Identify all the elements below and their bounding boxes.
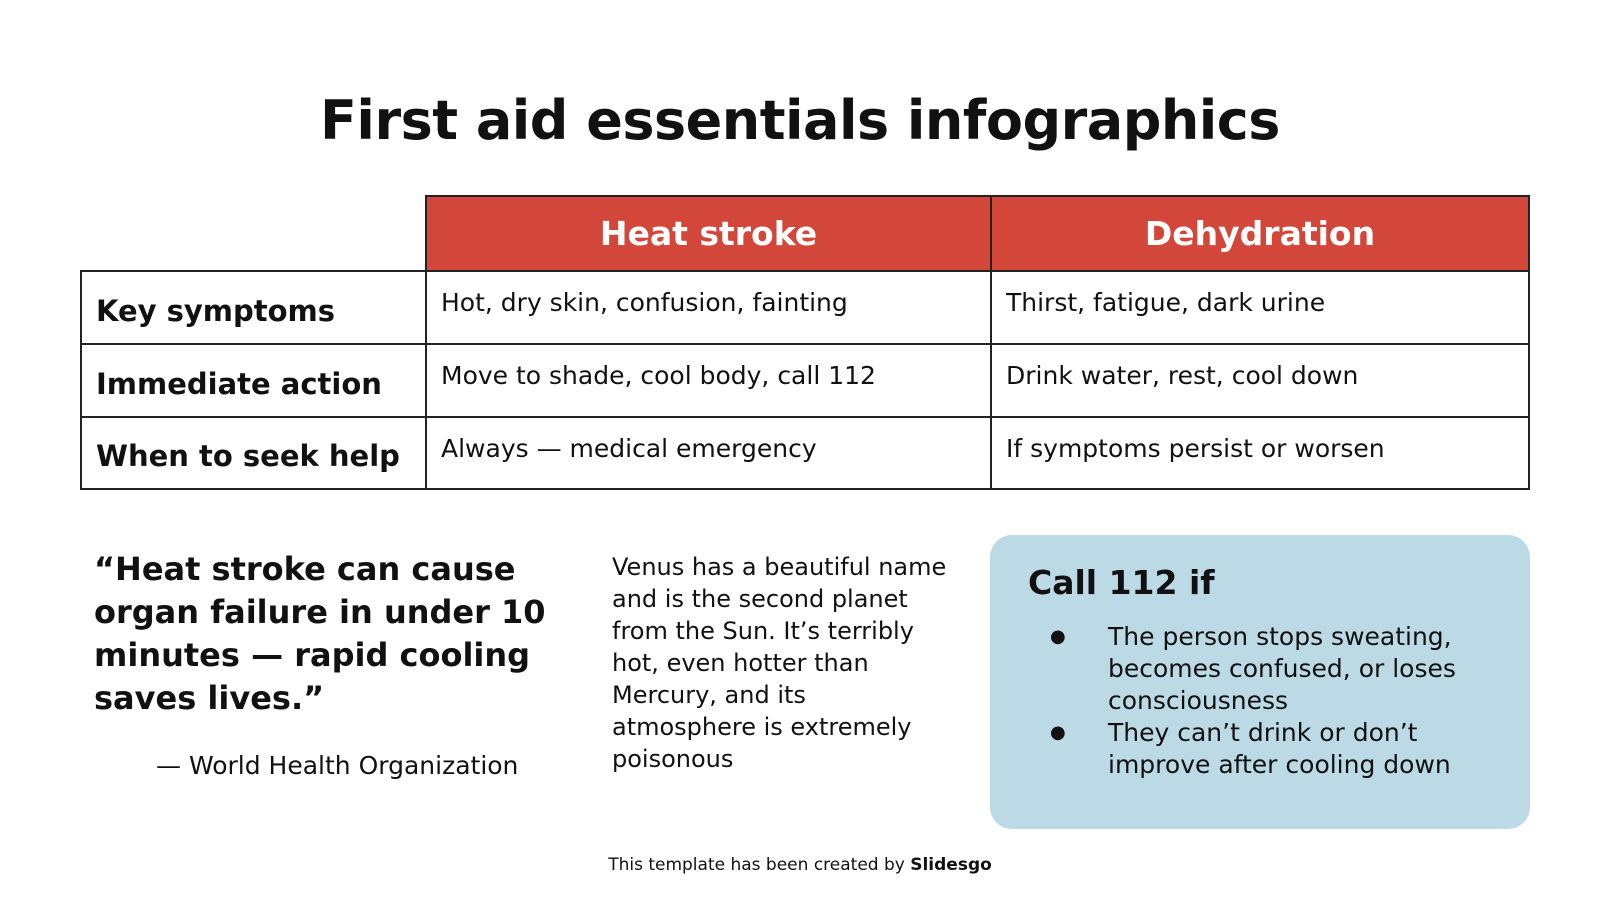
table-row-label: When to seek help (80, 416, 427, 490)
table-cell: If symptoms persist or worsen (990, 416, 1530, 490)
callout-title: Call 112 if (1028, 563, 1215, 602)
table-cell: Drink water, rest, cool down (990, 343, 1530, 418)
page-title: First aid essentials infographics (320, 89, 1280, 152)
comparison-table (80, 195, 1530, 490)
footer-prefix: This template has been created by (608, 855, 911, 875)
call-112-callout (990, 535, 1530, 829)
footer-credit (0, 855, 1600, 875)
table-cell: Thirst, fatigue, dark urine (990, 270, 1530, 345)
quote-source: — World Health Organization (156, 751, 519, 780)
table-cell: Move to shade, cool body, call 112 (425, 343, 992, 418)
callout-list (1028, 621, 1500, 781)
footer-brand: Slidesgo (910, 855, 992, 875)
table-row-label: Immediate action (80, 343, 427, 418)
list-item-text: The person stops sweating, becomes confused, or loses consciousness (1108, 622, 1456, 715)
body-text: Venus has a beautiful name and is the second planet from the Sun. It’s terribly hot, even hotter than Mercury, and its atmosphere is extremely poisonous (612, 553, 947, 773)
quote-text: “Heat stroke can cause organ failure in under 10 minutes — rapid cooling saves lives.” (94, 550, 546, 717)
bullet-icon: ● (1050, 626, 1066, 647)
table-cell: Hot, dry skin, confusion, fainting (425, 270, 992, 345)
table-cell: Always — medical emergency (425, 416, 992, 490)
list-item-text: They can’t drink or don’t improve after cooling down (1108, 718, 1451, 779)
table-header-dehydration: Dehydration (990, 195, 1530, 272)
table-row-label: Key symptoms (80, 270, 427, 345)
bullet-icon: ● (1050, 722, 1066, 743)
list-item (1028, 717, 1500, 781)
list-item (1028, 621, 1500, 717)
table-header-heat-stroke: Heat stroke (425, 195, 992, 272)
